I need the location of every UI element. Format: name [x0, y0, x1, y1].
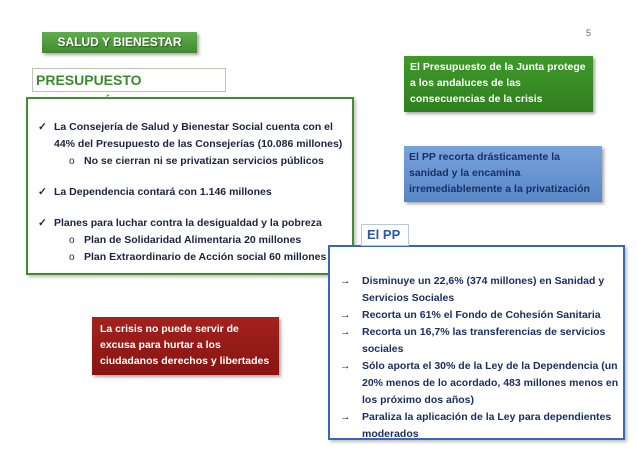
list-item-text: La Dependencia contará con 1.146 millones — [54, 186, 272, 198]
list-item-text: Paraliza la aplicación de la Ley para dependientes moderados — [362, 411, 612, 440]
list-item-text: Planes para luchar contra la desigualdad y la pobreza — [54, 217, 322, 229]
sub-list-item-text: Plan de Solidaridad Alimentaria 20 millones — [84, 234, 302, 246]
list-item — [338, 273, 619, 307]
sub-list-item-text: Plan Extraordinario de Acción social 60 millones — [84, 251, 327, 263]
list-item — [338, 409, 619, 443]
circle-bullet-icon: o — [69, 156, 75, 167]
list-item — [338, 307, 619, 324]
pp-heading: El PP — [361, 224, 409, 246]
list-item — [38, 119, 346, 170]
section-tag: SALUD Y BIENESTAR — [42, 32, 197, 53]
arrow-right-icon: → — [340, 411, 351, 423]
arrow-right-icon: → — [340, 326, 351, 338]
circle-bullet-icon: o — [69, 235, 75, 246]
list-item-text: Recorta un 61% el Fondo de Cohesión Sanitaria — [362, 309, 601, 321]
list-item-text: La Consejería de Salud y Bienestar Social cuenta con el 44% del Presupuesto de las Consejerías (10.086 millones) — [54, 121, 343, 150]
arrow-right-icon: → — [340, 275, 351, 287]
list-item — [338, 358, 619, 409]
pp-list-box — [328, 245, 625, 440]
sub-list-item — [54, 232, 346, 249]
check-icon: ✓ — [38, 121, 47, 133]
arrow-right-icon: → — [340, 360, 351, 372]
sub-list-item — [54, 153, 346, 170]
list-item-text: Disminuye un 22,6% (374 millones) en Sanidad y Servicios Sociales — [362, 275, 605, 304]
list-item — [38, 215, 346, 266]
check-icon: ✓ — [38, 186, 47, 198]
list-item — [38, 184, 346, 201]
arrow-right-icon: → — [340, 309, 351, 321]
page-title: PRESUPUESTO — [32, 68, 226, 92]
junta-callout: El Presupuesto de la Junta protege a los andaluces de las consecuencias de la crisis — [404, 56, 593, 112]
pp-cuts-callout: El PP recorta drásticamente la sanidad y la encamina irremediablemente a la privatización — [404, 146, 602, 202]
list-item-text: Sólo aporta el 30% de la Ley de la Dependencia (un 20% menos de lo acordado, 483 millones menos en los próximo dos años) — [362, 360, 619, 406]
page-number: 5 — [586, 28, 592, 38]
check-icon: ✓ — [38, 217, 47, 229]
consejeria-list-box — [26, 97, 354, 275]
list-item — [338, 324, 619, 358]
sub-list-item — [54, 249, 346, 266]
sub-list-item-text: No se cierran ni se privatizan servicios públicos — [84, 155, 324, 167]
list-item-text: Recorta un 16,7% las transferencias de servicios sociales — [362, 326, 606, 355]
circle-bullet-icon: o — [69, 252, 75, 263]
crisis-callout: La crisis no puede servir de excusa para hurtar a los ciudadanos derechos y libertades — [92, 317, 279, 375]
